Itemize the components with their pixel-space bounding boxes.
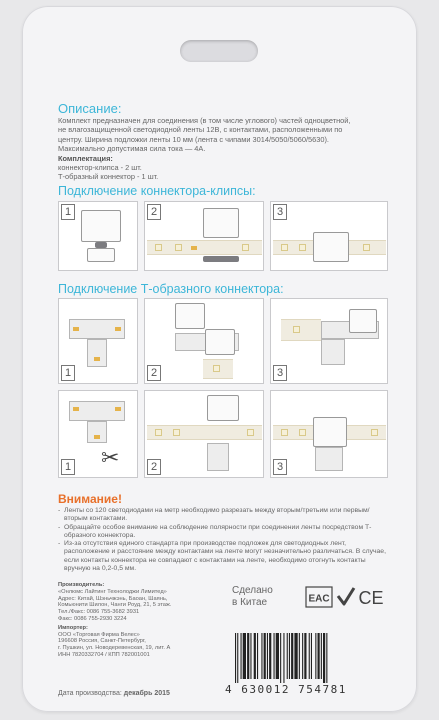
importer-line: ООО «Торговая Фирма Велес»	[58, 631, 140, 638]
kit-item: коннектор-клипса - 2 шт.	[58, 163, 142, 173]
contact-pad	[94, 357, 100, 361]
contact-pad	[73, 407, 79, 411]
clip-connector-illustration	[207, 395, 239, 421]
tee-step-2-panel	[144, 298, 264, 384]
clip-connector-illustration	[81, 210, 121, 242]
warning-item: - Ленты со 120 светодиодами на метр необходимо разрезать между вторым/третьим или первым/вторым контактами.	[58, 507, 388, 524]
contact-pad	[115, 327, 121, 331]
hang-hole	[180, 40, 258, 62]
barcode-bar	[261, 633, 262, 679]
led-chip	[175, 244, 182, 251]
svg-text:CE: CE	[358, 588, 384, 608]
warning-item: - Обращайте особое внимание на соблюдение полярности при соединении ленты посредством Т-образного коннектора.	[58, 524, 388, 541]
certification-icons	[305, 582, 385, 612]
manufacturer-title: Производитель:	[58, 582, 105, 588]
barcode-bar	[243, 633, 246, 679]
step-number: 1	[61, 459, 75, 475]
importer-line: 196608 Россия, Санкт-Петербург,	[58, 638, 146, 645]
description-line: не влагозащищенной светодиодной ленты 12В, с контактами, расположенными по	[58, 125, 343, 135]
manufacturer-line: Тел./Факс: 0086 755-3682 3931	[58, 609, 140, 616]
barcode-bar	[235, 633, 236, 683]
manufacturer-line: Факс: 0086 755-2930 3224	[58, 615, 127, 622]
barcode-bar	[276, 633, 279, 679]
warning-title: Внимание!	[58, 492, 122, 506]
description-title: Описание:	[58, 101, 122, 116]
clip-connector-illustration	[313, 232, 349, 262]
manufacturer-line: Комьюнити Шилон, Чанги Роуд, 21, 5 этаж.	[58, 602, 172, 609]
barcode-bar	[250, 633, 251, 679]
tee-connector-illustration	[69, 401, 125, 421]
barcode-bar	[294, 633, 297, 679]
production-date	[58, 690, 170, 697]
step-number: 2	[147, 204, 161, 220]
barcode-bar	[280, 633, 281, 683]
barcode-bar	[283, 633, 284, 683]
importer-line: г. Пушкин, ул. Новодеревенская, 19, лит. А	[58, 645, 171, 652]
description-line: центру. Ширина подложки ленты 10 мм (лента с чипами 3014/5050/5060/5630).	[58, 134, 329, 144]
contact-pad	[191, 246, 197, 250]
barcode-bar	[302, 633, 303, 679]
barcode-bar	[241, 633, 242, 679]
tee-step-5-panel	[144, 390, 264, 478]
clip-connector-illustration	[313, 417, 347, 447]
description-line: Комплект предназначен для соединения (в том числе углового) частей одноцветной,	[58, 116, 351, 125]
clip-connector-illustration	[205, 329, 235, 355]
importer-line: ИНН 7820332704 / КПП 782001001	[58, 651, 150, 658]
manufacturer-line: Адрес: Китай, Шэньчжэнь, Баоан, Шаянь,	[58, 595, 168, 602]
barcode-bar	[289, 633, 290, 679]
step-number: 2	[147, 459, 161, 475]
warning-item: - Из-за отсутствия единого стандарта при производстве подложек для светодиодных лент, расположение и расстояние между контактами на ленте могут незначительно различаться. В случае, если контакты коннектора не совпадают с контактами на ленте, необходимо отогнуть контакты вручную на 0,2-0,5 мм.	[58, 540, 388, 573]
contact-pad	[115, 407, 121, 411]
step-number: 2	[147, 365, 161, 381]
contact-pad	[73, 327, 79, 331]
tee-step-4-panel	[58, 390, 138, 478]
tee-connector-stem	[87, 421, 107, 443]
production-date-label: Дата производства:	[58, 690, 122, 697]
clip-base-illustration	[87, 248, 115, 262]
warning-list	[58, 507, 388, 573]
clip-connector-illustration	[203, 208, 239, 238]
tee-section-title: Подключение Т-образного коннектора:	[58, 282, 284, 296]
barcode-bar	[323, 633, 325, 683]
led-strip-illustration	[203, 359, 233, 379]
led-strip-illustration	[281, 319, 321, 341]
barcode-bar	[299, 633, 300, 679]
step-number: 3	[273, 365, 287, 381]
barcode-bar	[257, 633, 258, 679]
clip-step-3-panel	[270, 201, 388, 271]
led-chip	[281, 244, 288, 251]
barcode-bar	[311, 633, 312, 679]
led-chip	[363, 244, 370, 251]
led-chip	[242, 244, 249, 251]
kit-title: Комплектация:	[58, 153, 113, 163]
step-number: 3	[273, 204, 287, 220]
made-in-line: в Китае	[232, 597, 268, 608]
made-in-label	[232, 585, 273, 609]
description-line: Максимально допустимая сила тока — 4А.	[58, 144, 206, 154]
step-number: 1	[61, 204, 75, 220]
svg-text:EAC: EAC	[308, 593, 330, 605]
barcode-bar	[269, 633, 271, 679]
clip-step-2-panel	[144, 201, 264, 271]
barcode-bar	[274, 633, 275, 679]
contact-pad	[94, 435, 100, 439]
led-chip	[299, 244, 306, 251]
barcode-bar	[309, 633, 310, 679]
tee-step-6-panel	[270, 390, 388, 478]
led-strip-illustration	[147, 425, 262, 440]
manufacturer-line: «Онлюмс Лайтинг Технолоджи Лимитед»	[58, 588, 167, 595]
barcode-bar	[267, 633, 268, 679]
barcode-image	[232, 633, 377, 683]
led-strip-illustration	[147, 240, 262, 255]
barcode-bar	[315, 633, 316, 679]
barcode-bar	[254, 633, 256, 679]
tee-connector-stem	[321, 339, 345, 365]
kit-item: Т-образный коннектор - 1 шт.	[58, 172, 159, 182]
barcode-bar	[287, 633, 288, 679]
barcode-bar	[264, 633, 266, 679]
manufacturer-block	[58, 582, 223, 659]
led-chip	[213, 365, 220, 372]
tee-connector-stem	[315, 447, 343, 471]
barcode-bar	[291, 633, 293, 679]
tee-connector-stem	[87, 339, 107, 367]
certification-marks	[305, 582, 385, 617]
led-chip	[299, 429, 306, 436]
ce-mark-icon	[358, 588, 383, 608]
clip-connector-illustration	[175, 303, 205, 329]
checkmark-icon	[338, 588, 354, 604]
clip-section-title: Подключение коннектора-клипсы:	[58, 184, 256, 198]
led-chip	[247, 429, 254, 436]
eac-mark-icon	[306, 587, 332, 607]
step-number: 3	[273, 459, 287, 475]
barcode-bar	[247, 633, 249, 679]
barcode-bar	[318, 633, 320, 679]
made-in-line: Сделано	[232, 585, 273, 596]
tee-connector-stem	[207, 443, 229, 471]
barcode-bar	[237, 633, 238, 683]
scissors-icon: ✂	[101, 445, 120, 470]
production-date-value: декабрь 2015	[123, 690, 170, 697]
barcode-number: 4 630012 754781	[225, 683, 347, 696]
led-chip	[281, 429, 288, 436]
clip-latch-illustration	[203, 256, 239, 262]
importer-title: Импортер:	[58, 624, 88, 631]
description-text	[58, 116, 388, 182]
barcode-bar	[304, 633, 306, 679]
clip-step-1-panel	[58, 201, 138, 271]
led-chip	[155, 244, 162, 251]
tee-step-3-panel	[270, 298, 388, 384]
led-chip	[371, 429, 378, 436]
barcode-bar	[326, 633, 327, 683]
led-chip	[293, 326, 300, 333]
led-chip	[155, 429, 162, 436]
led-chip	[173, 429, 180, 436]
step-number: 1	[61, 365, 75, 381]
tee-step-1-panel	[58, 298, 138, 384]
barcode-bar	[321, 633, 322, 679]
clip-connector-illustration	[349, 309, 377, 333]
